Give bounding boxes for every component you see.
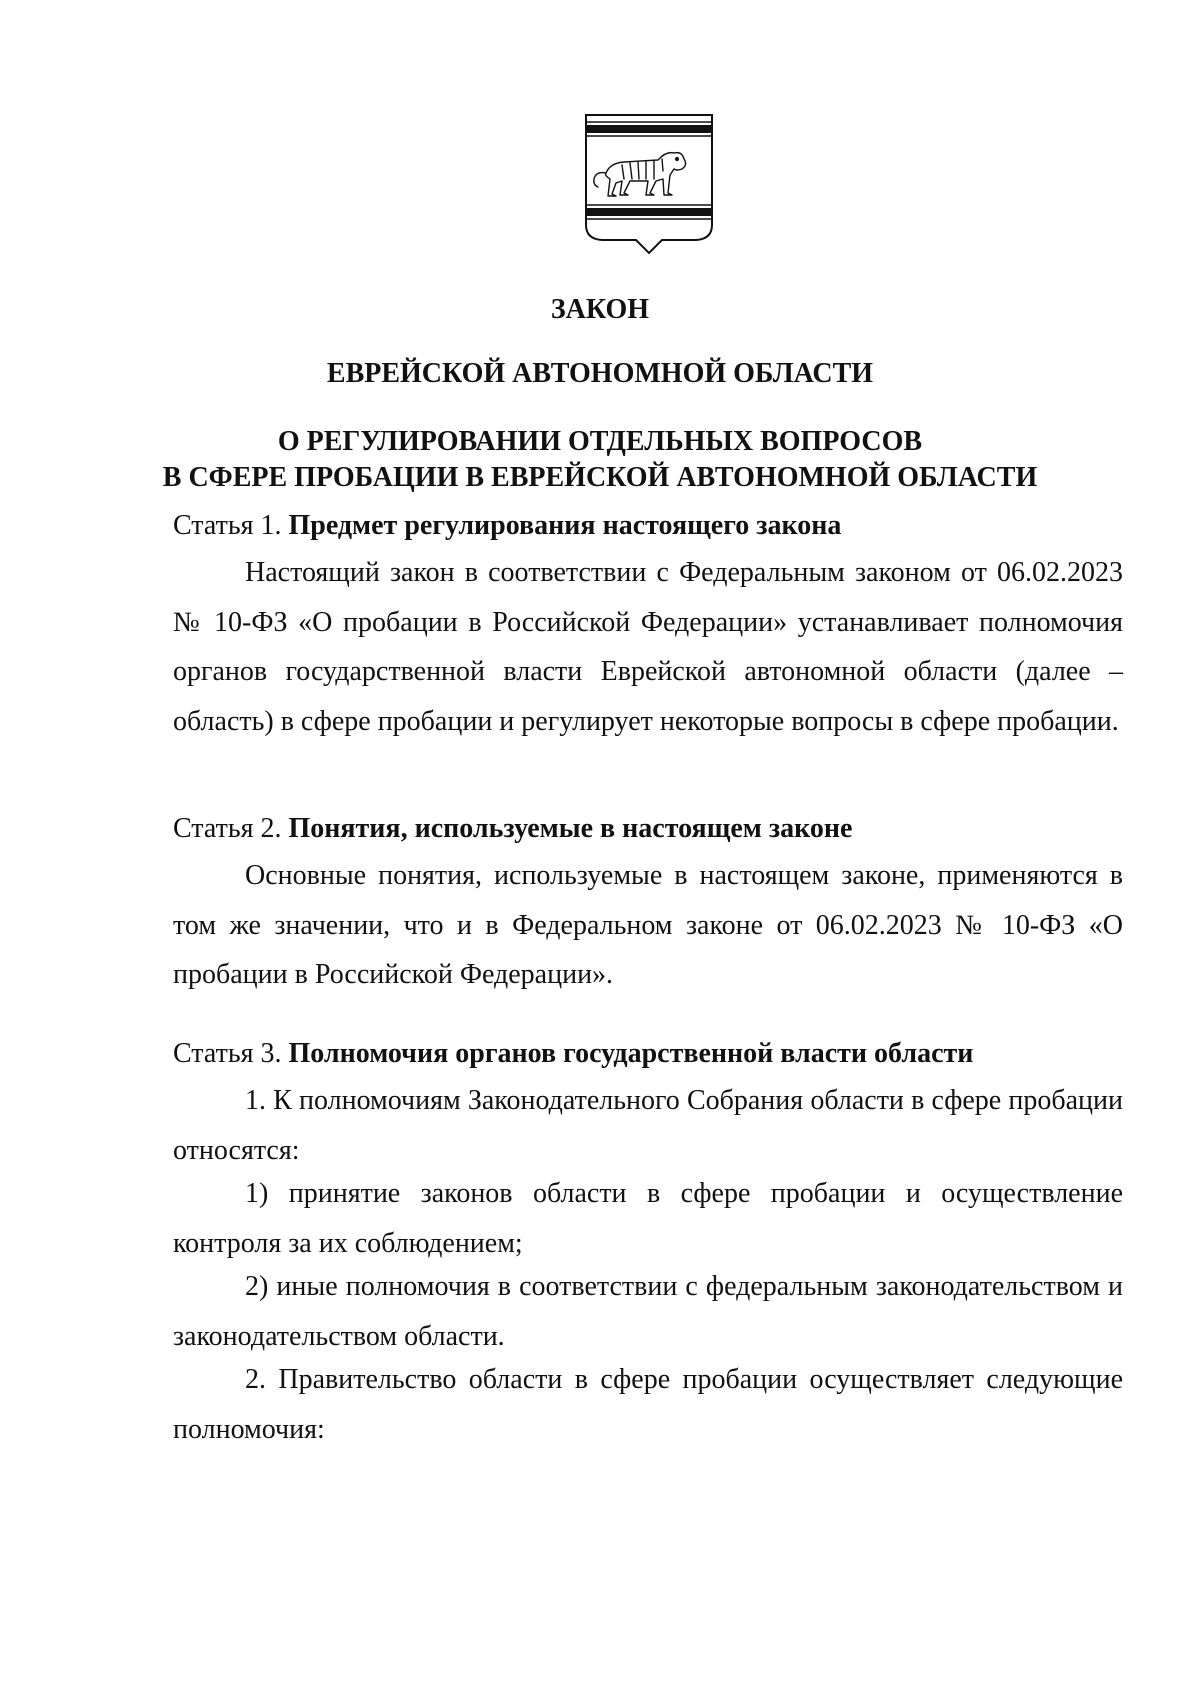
article-3-paragraph-3: 2) иные полномочия в соответствии с федеральным законодательством и законодательством области. [173, 1271, 1123, 1352]
article-3-heading [173, 1036, 1123, 1072]
article-3-paragraph-1: 1. К полномочиям Законодательного Собрания области в сфере пробации относятся: [173, 1085, 1123, 1166]
law-title [0, 424, 1200, 496]
article-1-label: Статья 1. [173, 510, 282, 541]
tiger-icon [594, 153, 686, 196]
coat-of-arms-emblem [584, 113, 714, 261]
article-3-title: Полномочия органов государственной власти области [288, 1038, 974, 1069]
article-3-paragraph-4: 2. Правительство области в сфере пробации осуществляет следующие полномочия: [173, 1364, 1123, 1445]
law-title-line-1: О РЕГУЛИРОВАНИИ ОТДЕЛЬНЫХ ВОПРОСОВ [277, 426, 923, 457]
article-1-paragraph-1: Настоящий закон в соответствии с Федеральным законом от 06.02.2023 № 10-ФЗ «О пробации в Российской Федерации» устанавливает полномочия органов государственной власти Еврейской автономной области (далее – область) в сфере пробации и регулирует некоторые вопросы в сфере пробации. [173, 557, 1123, 737]
article-2-label: Статья 2. [173, 813, 282, 844]
article-2-title: Понятия, используемые в настоящем законе [288, 813, 853, 844]
article-3-label: Статья 3. [173, 1038, 282, 1069]
article-1-title: Предмет регулирования настоящего закона [288, 510, 842, 541]
law-title-line-2: В СФЕРЕ ПРОБАЦИИ В ЕВРЕЙСКОЙ АВТОНОМНОЙ ОБЛАСТИ [162, 462, 1038, 493]
article-2-heading [173, 811, 1123, 847]
region-heading: ЕВРЕЙСКОЙ АВТОНОМНОЙ ОБЛАСТИ [326, 358, 874, 389]
law-label: ЗАКОН [550, 294, 650, 325]
article-2-paragraph-1: Основные понятия, используемые в настоящем законе, применяются в том же значении, что и в Федеральном законе от 06.02.2023 № 10-ФЗ «О пробации в Российской Федерации». [173, 860, 1123, 990]
article-3-paragraph-2: 1) принятие законов области в сфере пробации и осуществление контроля за их соблюдением; [173, 1178, 1123, 1259]
article-1-heading [173, 508, 1123, 544]
